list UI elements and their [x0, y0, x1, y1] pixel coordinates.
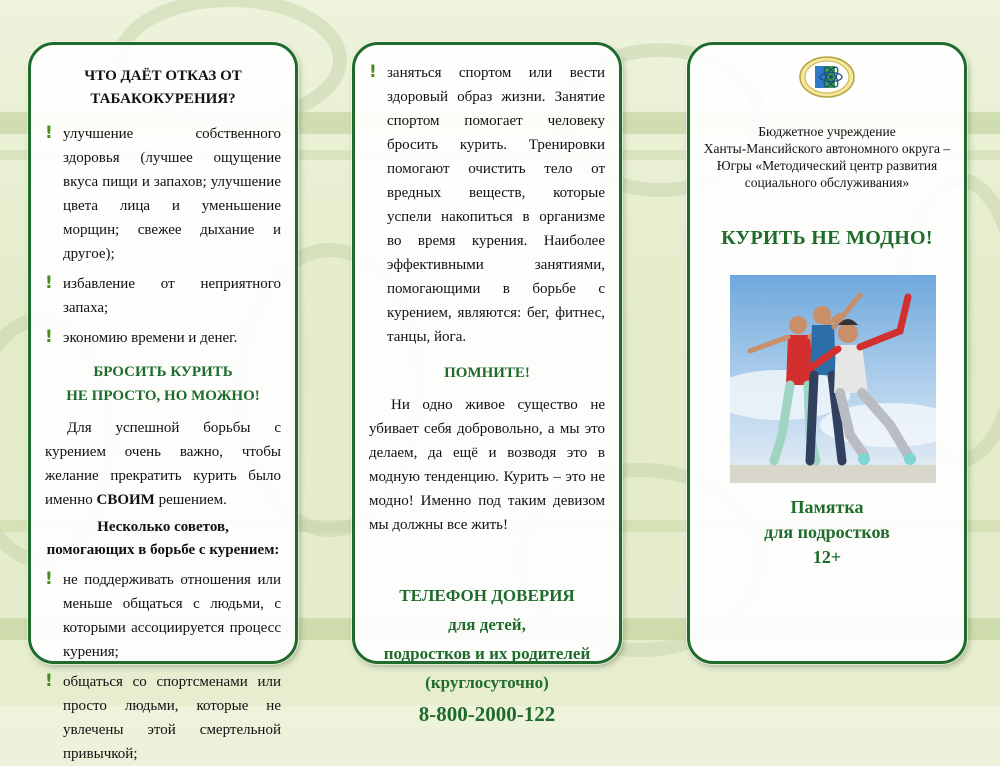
- heading-tips: Несколько советов, помогающих в борьбе с курением:: [46, 519, 280, 558]
- panel-cover: [687, 42, 967, 664]
- list-item: ! экономию времени и денег.: [45, 327, 238, 347]
- list-item: ! не поддерживать отношения или меньше общаться с людьми, с которыми ассоциируется процесс курения;: [45, 569, 281, 660]
- list-item: ! улучшение собственного здоровья (лучшее ощущение вкуса пищи и запахов; улучшение цвета лица и уменьшение морщин; свежее дыхание и другое);: [45, 123, 281, 262]
- exclamation-icon: !: [45, 569, 53, 589]
- paragraph-remember: Ни одно живое существо не убивает себя добровольно, а мы это делаем, да ещё и возводя это в модную тенденцию. Курить – это не модно! Именно под таким девизом мы должны все жить!: [369, 397, 605, 533]
- paragraph-motivation: Для успешной борьбы с курением очень важно, чтобы желание прекратить курить было именно СВОИМ решением.: [45, 420, 281, 508]
- exclamation-icon: !: [45, 123, 53, 143]
- list-item: ! избавление от неприятного запаха;: [45, 273, 281, 316]
- list-item: ! заняться спортом или вести здоровый образ жизни. Занятие спортом помогает человеку бросить курить. Тренировки помогают очистить тело от вредных веществ, которые успели накопиться в организме во время курения. Наиболее эффективными занятиями, помогающими в борьбе с курением, являются: бег, фитнес, танцы, йога.: [369, 62, 605, 345]
- panel-middle: [352, 42, 622, 726]
- teenagers-photo: [730, 275, 936, 483]
- heading-benefits: ЧТО ДАЁТ ОТКАЗ ОТ ТАБАКОКУРЕНИЯ?: [84, 68, 242, 107]
- exclamation-icon: !: [45, 327, 53, 347]
- hotline-phone: 8-800-2000-122: [418, 702, 556, 726]
- hotline-title: ТЕЛЕФОН ДОВЕРИЯ: [399, 586, 575, 605]
- hotline-block: ТЕЛЕФОН ДОВЕРИЯ для детей, подростков и их родителей (круглосуточно) 8-800-2000-122: [369, 581, 605, 731]
- exclamation-icon: !: [369, 62, 377, 82]
- panel-left: [28, 42, 298, 762]
- organization-name: Бюджетное учреждение Ханты-Мансийского автономного округа – Югры «Методический центр развития социального обслуживания»: [703, 124, 951, 190]
- heading-remember: ПОМНИТЕ!: [444, 365, 530, 381]
- list-item: ! общаться со спортсменами или просто людьми, которые не увлечены этой смертельной привычкой;: [45, 671, 281, 762]
- cover-title: КУРИТЬ НЕ МОДНО!: [721, 227, 933, 249]
- atom-logo-icon: [798, 55, 856, 99]
- memo-label: Памятка для подростков 12+: [764, 497, 890, 567]
- exclamation-icon: !: [45, 671, 53, 691]
- heading-quit: БРОСИТЬ КУРИТЬ НЕ ПРОСТО, НО МОЖНО!: [66, 364, 260, 404]
- exclamation-icon: !: [45, 273, 53, 293]
